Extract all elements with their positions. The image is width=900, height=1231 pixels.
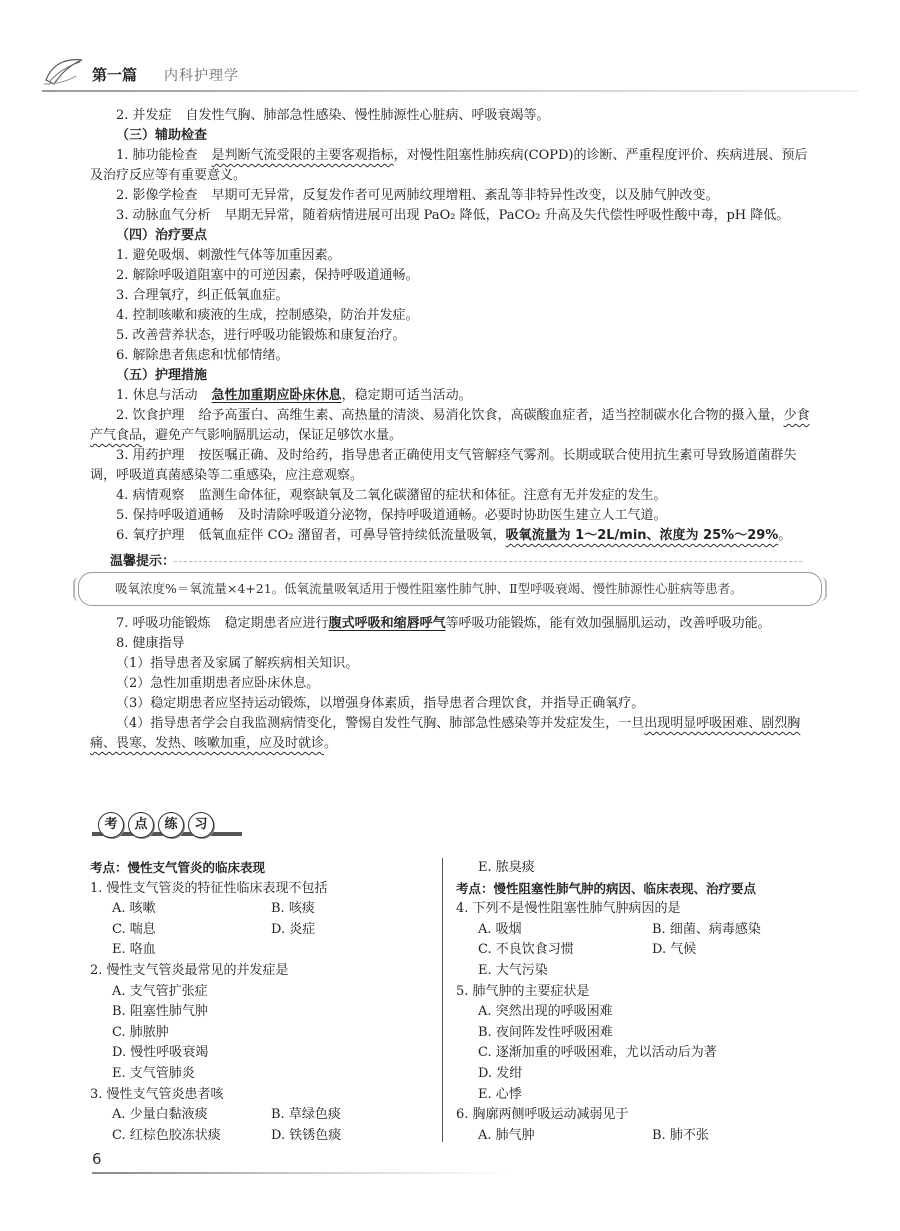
option: C. 红棕色胶冻状痰 [112, 1127, 221, 1143]
complications-item: 2. 并发症 自发性气胸、肺部急性感染、慢性肺源性心脏病、呼吸衰竭等。 [116, 108, 550, 123]
aux-exam-item-2: 2. 影像学检查 早期可无异常，反复发作者可见两肺纹理增粗、紊乱等非特异性改变，以及肺气肿改变。 [116, 188, 719, 203]
question-1: 1. 慢性支气管炎的特征性临床表现不包括 [90, 880, 328, 896]
option: C. 喘息 [112, 921, 156, 937]
option: A. 吸烟 [478, 921, 522, 937]
treatment-item: 4. 控制咳嗽和痰液的生成，控制感染，防治并发症。 [116, 308, 419, 323]
question-4: 4. 下列不是慢性阻塞性肺气肿病因的是 [456, 901, 681, 917]
nursing-item-8: 8. 健康指导 [116, 636, 185, 651]
part-title: 第一篇 [92, 66, 138, 84]
option: B. 夜间阵发性呼吸困难 [478, 1024, 613, 1040]
option: B. 草绿色痰 [271, 1107, 341, 1123]
section-heading-nursing: （五）护理措施 [116, 368, 208, 383]
aux-exam-item-1: 1. 肺功能检查 是判断气流受限的主要客观指标，对慢性阻塞性肺疾病(COPD)的诊断、严重程度评价、疾病进展、预后及治疗反应等有重要意义。 [90, 148, 808, 183]
option: D. 炎症 [271, 921, 316, 937]
nursing-item-7: 7. 呼吸功能锻炼 稳定期患者应进行腹式呼吸和缩唇呼气等呼吸功能锻炼，能有效加强膈肌运动，改善呼吸功能。 [116, 616, 771, 631]
question-4-options [456, 920, 826, 982]
nursing-item-2: 2. 饮食护理 给予高蛋白、高维生素、高热量的清淡、易消化饮食，高碳酸血症者，适当控制碳水化合物的摄入量，少食产气食品，避免产气影响膈肌运动，保证足够饮水量。 [90, 408, 810, 443]
subject-title: 内科护理学 [164, 68, 239, 84]
health-guide-item: （2）急性加重期患者应卧床休息。 [116, 676, 320, 691]
topic-heading: 考点：慢性阻塞性肺气肿的病因、临床表现、治疗要点 [456, 880, 757, 896]
practice-right-column [456, 858, 826, 1146]
question-6-options [456, 1126, 826, 1147]
page-header [42, 62, 858, 88]
option: D. 气候 [652, 942, 697, 958]
treatment-item: 3. 合理氧疗，纠正低氧血症。 [116, 288, 289, 303]
treatment-item: 5. 改善营养状态，进行呼吸功能锻炼和康复治疗。 [116, 328, 406, 343]
section-heading-treatment: （四）治疗要点 [116, 228, 208, 243]
option: B. 阻塞性肺气肿 [112, 1004, 208, 1020]
tip-title: 温馨提示： [110, 554, 176, 569]
key-point: 腹式呼吸和缩唇呼气 [328, 616, 446, 631]
nursing-item-3: 3. 用药护理 按医嘱正确、及时给药，指导患者正确使用支气管解痉气雾剂。长期或联合使用抗生素可导致肠道菌群失调，呼吸道真菌感染等二重感染，应注意观察。 [90, 448, 797, 483]
leaf-logo-icon [42, 54, 86, 88]
question-1-options [90, 899, 430, 961]
question-5: 5. 肺气肿的主要症状是 [456, 983, 590, 999]
key-point: 少食产气食品 [90, 408, 810, 443]
treatment-item: 6. 解除患者焦虑和忧郁情绪。 [116, 348, 289, 363]
nursing-item-4: 4. 病情观察 监测生命体征，观察缺氧及二氧化碳潴留的症状和体征。注意有无并发症的发生。 [116, 488, 667, 503]
nursing-item-1: 1. 休息与活动 急性加重期应卧床休息，稳定期可适当活动。 [116, 388, 472, 403]
question-2-options [90, 982, 430, 1085]
footer-rule [92, 1172, 512, 1174]
treatment-item: 1. 避免吸烟、刺激性气体等加重因素。 [116, 248, 341, 263]
health-guide-item: （3）稳定期患者应坚持运动锻炼，以增强身体素质，指导患者合理饮食，并指导正确氧疗。 [116, 696, 645, 711]
main-content [90, 106, 810, 754]
header-rule [42, 90, 858, 92]
nursing-item-6: 6. 氧疗护理 低氧血症伴 CO₂ 潴留者，可鼻导管持续低流量吸氧，吸氧流量为 1～2L/min、浓度为 25%～29%。 [116, 528, 792, 543]
page-number: 6 [92, 1150, 102, 1168]
option: C. 逐渐加重的呼吸困难，尤以活动后为著 [478, 1045, 717, 1061]
practice-left-column [90, 858, 430, 1146]
aux-exam-item-3: 3. 动脉血气分析 早期无异常，随着病情进展可出现 PaO₂ 降低，PaCO₂ 升高及失代偿性呼吸性酸中毒，pH 降低。 [116, 208, 790, 223]
question-3-options [90, 1105, 430, 1146]
banner-char: 考 [98, 812, 124, 838]
column-divider [442, 858, 443, 1142]
key-point: 吸氧流量为 1～2L/min、浓度为 25%～29% [505, 528, 779, 543]
option: A. 少量白黏液痰 [112, 1107, 208, 1123]
question-6: 6. 胸廓两侧呼吸运动减弱见于 [456, 1107, 629, 1123]
option: E. 脓臭痰 [478, 860, 535, 875]
banner-char: 点 [128, 812, 154, 838]
key-point: 是判断气流受限的主要客观指标 [211, 148, 394, 163]
option: E. 支气管肺炎 [112, 1065, 195, 1081]
banner-char: 练 [158, 812, 184, 838]
tip-box [78, 552, 822, 606]
nursing-item-5: 5. 保持呼吸道通畅 及时清除呼吸道分泌物，保持呼吸道通畅。必要时协助医生建立人工气道。 [116, 508, 667, 523]
option: E. 大气污染 [478, 962, 548, 978]
option: C. 不良饮食习惯 [478, 942, 574, 958]
key-point: 出现明显呼吸困难、剧烈胸痛、畏寒、发热、咳嗽加重，应及时就诊 [90, 716, 801, 751]
option: A. 支气管扩张症 [112, 983, 208, 999]
option: A. 肺气肿 [478, 1127, 535, 1143]
option: B. 细菌、病毒感染 [652, 921, 761, 937]
option: E. 心悸 [478, 1086, 522, 1102]
key-point: 急性加重期应卧床休息 [211, 388, 342, 403]
option: A. 咳嗽 [112, 901, 156, 917]
option: D. 发绀 [478, 1065, 523, 1081]
question-2: 2. 慢性支气管炎最常见的并发症是 [90, 962, 289, 978]
health-guide-item: （4）指导患者学会自我监测病情变化，警惕自发性气胸、肺部急性感染等并发症发生，一旦出现明显呼吸困难、剧烈胸痛、畏寒、发热、咳嗽加重，应及时就诊。 [90, 716, 801, 751]
practice-banner [92, 812, 242, 842]
treatment-item: 2. 解除呼吸道阻塞中的可逆因素，保持呼吸道通畅。 [116, 268, 419, 283]
option: C. 肺脓肿 [112, 1024, 169, 1040]
tip-text: 吸氧浓度%＝氧流量×4+21。低氧流量吸氧适用于慢性阻塞性肺气肿、Ⅱ型呼吸衰竭、慢性肺源性心脏病等患者。 [78, 572, 822, 606]
tip-divider [174, 561, 802, 562]
banner-char: 习 [188, 812, 214, 838]
section-heading-aux-exam: （三）辅助检查 [116, 128, 208, 143]
health-guide-item: （1）指导患者及家属了解疾病相关知识。 [116, 656, 359, 671]
question-3-options-cont [456, 858, 826, 879]
option: D. 慢性呼吸衰竭 [112, 1045, 209, 1061]
option: E. 咯血 [112, 942, 156, 958]
question-5-options [456, 1002, 826, 1105]
topic-heading: 考点：慢性支气管炎的临床表现 [90, 860, 266, 875]
option: B. 肺不张 [652, 1127, 709, 1143]
option: A. 突然出现的呼吸困难 [478, 1004, 613, 1020]
question-3: 3. 慢性支气管炎患者咳 [90, 1086, 224, 1102]
option: B. 咳痰 [271, 901, 315, 917]
option: D. 铁锈色痰 [271, 1127, 342, 1143]
